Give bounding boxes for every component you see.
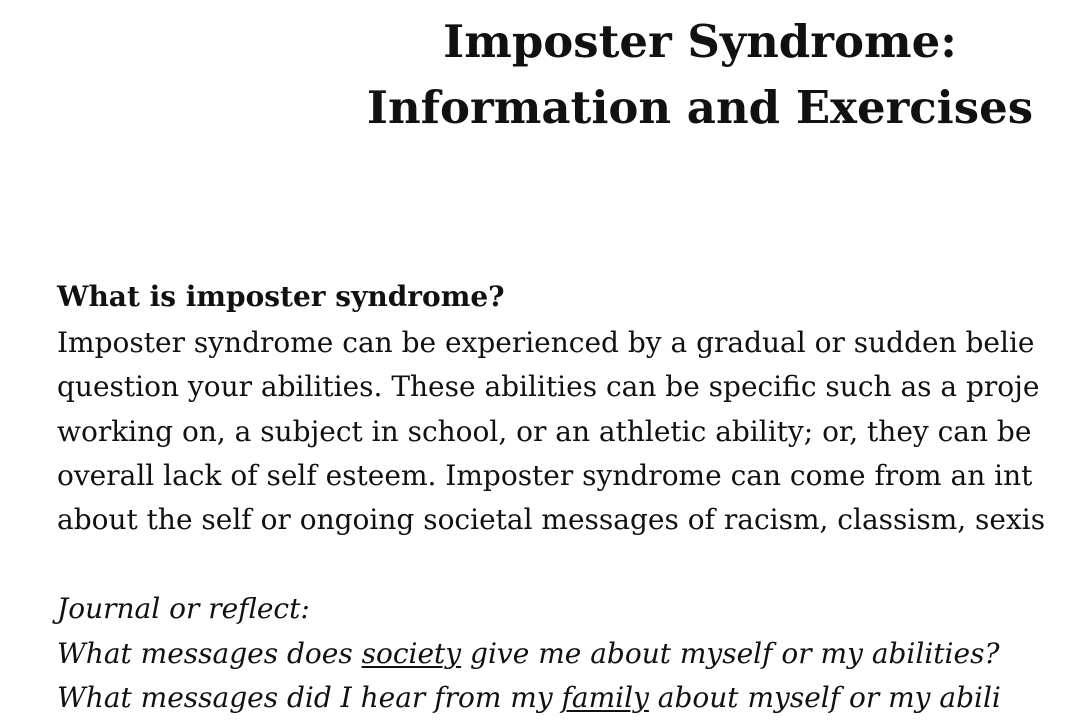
question-text: What messages does: [57, 637, 362, 670]
document-title-line-1: Imposter Syndrome:: [443, 15, 957, 68]
question-emphasis: society: [361, 637, 462, 670]
reflect-label: Journal or reflect:: [57, 592, 310, 625]
paragraph-line: Imposter syndrome can be experienced by a gradual or sudden belie: [57, 326, 1035, 359]
reflection-question: [57, 637, 1000, 670]
paragraph-line: working on, a subject in school, or an athletic ability; or, they can be: [57, 415, 1032, 448]
question-emphasis: family: [561, 681, 649, 714]
paragraph-line: question your abilities. These abilities can be specific such as a proje: [57, 370, 1040, 403]
paragraph-line: about the self or ongoing societal messages of racism, classism, sexis: [57, 503, 1046, 536]
paragraph-line: overall lack of self esteem. Imposter syndrome can come from an int: [57, 459, 1033, 492]
question-text: give me about myself or my abilities?: [461, 637, 1000, 670]
question-text: What messages did I hear from my: [57, 681, 562, 714]
question-text: about myself or my abili: [648, 681, 1001, 714]
section-heading: What is imposter syndrome?: [57, 280, 505, 313]
reflection-question: [57, 681, 1001, 714]
document-title-line-2: Information and Exercises: [366, 81, 1034, 134]
